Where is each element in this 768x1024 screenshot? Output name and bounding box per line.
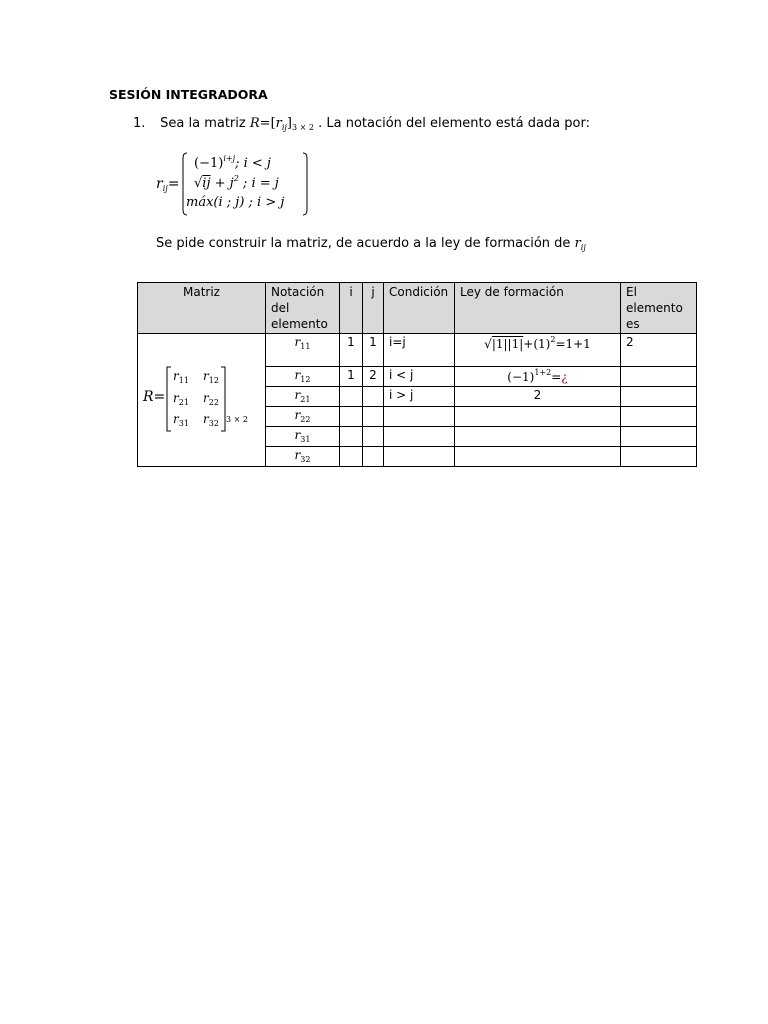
notation-index: 11 xyxy=(300,342,311,351)
matrix-cell xyxy=(138,334,266,467)
notation-index: 32 xyxy=(300,455,311,464)
condition-cell: i=j xyxy=(384,334,455,367)
element-cell xyxy=(621,387,697,407)
formation-table xyxy=(137,282,697,467)
matrix-symbol: R xyxy=(249,116,260,131)
entry-index: 32 xyxy=(208,419,219,428)
case-two-plus: + j xyxy=(210,176,234,191)
condition-cell xyxy=(384,407,455,427)
i-cell xyxy=(340,447,363,467)
law-radicand: |1||1| xyxy=(491,337,524,351)
notation-symbol: r xyxy=(294,408,301,422)
case-two xyxy=(194,174,279,191)
notation-index: 31 xyxy=(300,435,311,444)
condition-cell xyxy=(384,427,455,447)
matrix-label xyxy=(143,389,165,405)
j-cell: 2 xyxy=(363,367,384,387)
header-notation: Notación del elemento xyxy=(266,283,340,334)
left-bracket: [ xyxy=(270,116,276,131)
element-cell xyxy=(621,427,697,447)
header-condition: Condición xyxy=(384,283,455,334)
j-cell xyxy=(363,387,384,407)
notation-symbol: r xyxy=(294,368,301,382)
element-cell xyxy=(621,447,697,467)
notation-index: 21 xyxy=(300,395,311,404)
lhs-index: ij xyxy=(162,184,168,193)
header-element: El elemento es xyxy=(621,283,697,334)
notation-cell xyxy=(266,367,340,387)
request-text xyxy=(156,236,586,252)
matrix-dims: 3 × 2 xyxy=(226,415,248,424)
equals-sign: = xyxy=(259,116,271,131)
element-index: ij xyxy=(281,123,287,132)
j-cell xyxy=(363,407,384,427)
case-one xyxy=(194,154,271,171)
header-i: i xyxy=(340,283,363,334)
list-item-1 xyxy=(133,116,590,132)
law-question-mark: ¿ xyxy=(561,370,568,384)
request-symbol: r xyxy=(574,236,581,251)
i-cell: 1 xyxy=(340,367,363,387)
law-cell: 2 xyxy=(455,387,621,407)
notation-symbol: r xyxy=(294,335,301,349)
radical-icon: √ xyxy=(194,176,203,191)
element-cell xyxy=(621,407,697,427)
right-bracket: ] xyxy=(286,116,292,131)
matrix-display xyxy=(143,365,269,435)
i-cell: 1 xyxy=(340,334,363,367)
case-two-condition: ; i = j xyxy=(238,176,279,191)
entry-index: 31 xyxy=(178,419,189,428)
notation-index: 22 xyxy=(300,415,311,424)
header-matrix: Matriz xyxy=(138,283,266,334)
matrix-label-equals: = xyxy=(153,389,166,405)
law-cell xyxy=(455,367,621,387)
lhs-equals: = xyxy=(167,176,180,192)
law-cell xyxy=(455,334,621,367)
case-three: máx(i ; j) ; i > j xyxy=(186,195,285,210)
header-j: j xyxy=(363,283,384,334)
table-header-row xyxy=(138,283,697,334)
lhs-symbol: r xyxy=(156,176,163,192)
matrix-dims: 3 × 2 xyxy=(291,123,314,132)
j-cell xyxy=(363,447,384,467)
notation-cell xyxy=(266,334,340,367)
entry-index: 21 xyxy=(178,398,189,407)
matrix-entry-r21 xyxy=(173,391,189,407)
condition-cell: i > j xyxy=(384,387,455,407)
matrix-notation xyxy=(250,116,318,131)
j-cell: 1 xyxy=(363,334,384,367)
law-base: (−1) xyxy=(507,370,535,384)
case-two-radicand: ij xyxy=(202,176,211,191)
notation-cell xyxy=(266,387,340,407)
element-symbol: r xyxy=(275,116,282,131)
notation-symbol: r xyxy=(294,388,301,402)
matrix-label-symbol: R xyxy=(143,389,154,405)
intro-suffix: . La notación del elemento está dada por: xyxy=(318,116,590,131)
matrix-entry-r31 xyxy=(173,412,189,428)
notation-index: 12 xyxy=(300,375,311,384)
list-number: 1. xyxy=(133,116,146,131)
notation-cell xyxy=(266,407,340,427)
entry-index: 11 xyxy=(178,376,189,385)
law-cell xyxy=(455,427,621,447)
notation-symbol: r xyxy=(294,428,301,442)
law-exponent: 2 xyxy=(550,335,556,344)
law-equals: = xyxy=(551,370,562,384)
entry-symbol: r xyxy=(173,369,179,383)
element-cell: 2 xyxy=(621,334,697,367)
request-sentence: Se pide construir la matriz, de acuerdo a la ley de formación de xyxy=(156,236,571,251)
notation-symbol: r xyxy=(294,448,301,462)
element-cell xyxy=(621,367,697,387)
entry-index: 22 xyxy=(208,398,219,407)
header-law: Ley de formación xyxy=(455,283,621,334)
law-rest: +(1) xyxy=(523,337,551,351)
matrix-entry-r12 xyxy=(203,369,219,385)
table-row xyxy=(138,334,697,367)
matrix-entry-r22 xyxy=(203,391,219,407)
law-tail: =1+1 xyxy=(555,337,591,351)
case-one-exponent: i+j xyxy=(223,154,236,163)
matrix-entry-r11 xyxy=(173,369,189,385)
law-cell xyxy=(455,447,621,467)
radical-icon: √ xyxy=(484,337,492,351)
matrix-entry-r32 xyxy=(203,412,219,428)
request-notation xyxy=(575,236,586,251)
law-cell xyxy=(455,407,621,427)
notation-cell xyxy=(266,447,340,467)
i-cell xyxy=(340,427,363,447)
i-cell xyxy=(340,407,363,427)
definition-lhs xyxy=(156,176,179,193)
law-exponent: 1+2 xyxy=(534,368,552,377)
entry-symbol: r xyxy=(173,391,179,405)
entry-symbol: r xyxy=(203,369,209,383)
j-cell xyxy=(363,427,384,447)
page-title: SESIÓN INTEGRADORA xyxy=(109,87,268,102)
i-cell xyxy=(340,387,363,407)
intro-prefix: Sea la matriz xyxy=(160,116,246,131)
request-index: ij xyxy=(580,243,586,252)
case-one-base: (−1) xyxy=(194,156,224,171)
entry-symbol: r xyxy=(173,412,179,426)
condition-cell xyxy=(384,447,455,467)
entry-symbol: r xyxy=(203,391,209,405)
entry-symbol: r xyxy=(203,412,209,426)
notation-cell xyxy=(266,427,340,447)
case-two-exponent: 2 xyxy=(233,174,239,183)
entry-index: 12 xyxy=(208,376,219,385)
case-one-condition: ; i < j xyxy=(235,156,271,171)
condition-cell: i < j xyxy=(384,367,455,387)
